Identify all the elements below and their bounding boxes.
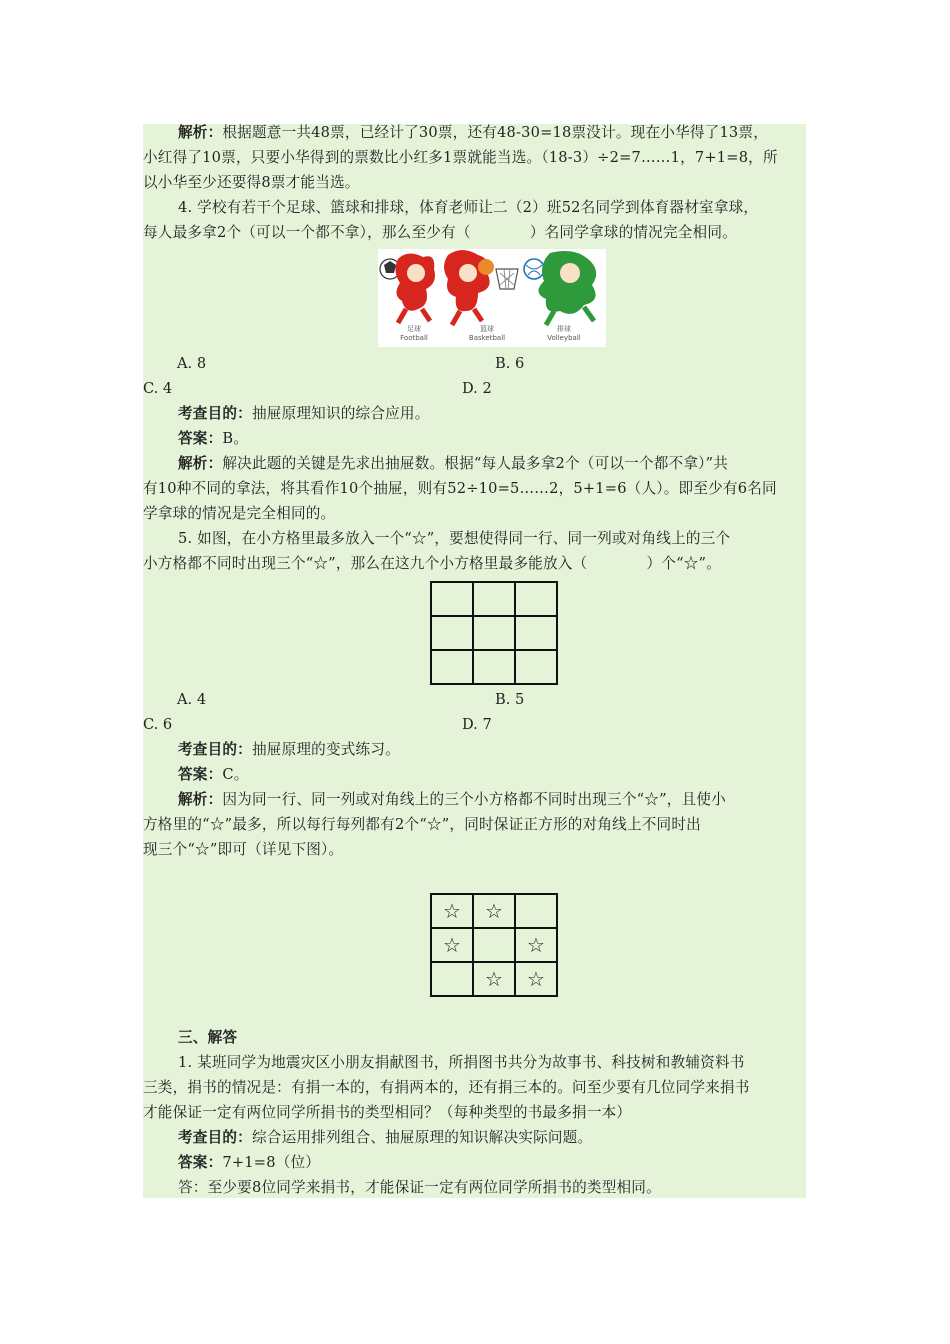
grid-cell — [431, 616, 473, 650]
purpose-line: 考查目的：抽屉原理的变式练习。 — [178, 741, 400, 758]
grid-cell — [473, 650, 515, 684]
purpose-line: 考查目的：抽屉原理知识的综合应用。 — [178, 405, 430, 422]
mascot-caption-volleyball: 排球 Volleyball — [547, 325, 581, 342]
grid-cell — [431, 650, 473, 684]
option-b: B. 6 — [495, 355, 525, 372]
section-heading: 三、解答 — [178, 1029, 238, 1046]
purpose-line: 考查目的：综合运用排列组合、抽屉原理的知识解决实际问题。 — [178, 1129, 593, 1146]
final-answer: 答：至少要8位同学来捐书，才能保证一定有两位同学所捐书的类型相同。 — [178, 1179, 661, 1196]
star-cell — [515, 894, 557, 928]
mascot-image — [378, 249, 606, 347]
question-5-text: 小方格都不同时出现三个“☆”，那么在这九个小方格里最多能放入（ ）个“☆”。 — [143, 555, 722, 572]
star-cell: ☆ — [431, 928, 473, 962]
grid-cell — [515, 616, 557, 650]
empty-grid — [430, 581, 558, 685]
option-a: A. 4 — [177, 691, 207, 708]
answer-star-grid — [430, 893, 558, 997]
analysis-line: 现三个“☆”即可（详见下图）。 — [143, 841, 344, 858]
option-a: A. 8 — [177, 355, 207, 372]
option-b: B. 5 — [495, 691, 525, 708]
answer-line: 答案：7+1=8（位） — [178, 1154, 321, 1171]
analysis-line: 解析：因为同一行、同一列或对角线上的三个小方格都不同时出现三个“☆”，且使小 — [178, 791, 726, 808]
question-text: 才能保证一定有两位同学所捐书的类型相同？（每种类型的书最多捐一本） — [143, 1104, 632, 1121]
option-d: D. 7 — [462, 716, 492, 733]
grid-cell — [515, 650, 557, 684]
star-cell — [431, 962, 473, 996]
option-c: C. 4 — [143, 380, 173, 397]
star-cell: ☆ — [473, 894, 515, 928]
analysis-line: 有10种不同的拿法，将其看作10个抽屉，则有52÷10=5……2，5+1=6（人）。即至少有6名同 — [143, 480, 777, 497]
grid-cell — [431, 582, 473, 616]
star-cell: ☆ — [431, 894, 473, 928]
mascot-caption-football: 足球 Football — [400, 325, 428, 342]
olympic-mascots-illustration — [378, 249, 606, 329]
grid-cell — [515, 582, 557, 616]
question-4-text: 每人最多拿2个（可以一个都不拿），那么至少有（ ）名同学拿球的情况完全相同。 — [143, 224, 737, 241]
question-text: 1. 某班同学为地震灾区小朋友捐献图书，所捐图书共分为故事书、科技树和教辅资料书 — [178, 1054, 745, 1071]
star-cell: ☆ — [515, 962, 557, 996]
question-5-text: 5. 如图，在小方格里最多放入一个“☆”，要想使得同一行、同一列或对角线上的三个 — [178, 530, 731, 547]
option-d: D. 2 — [462, 380, 492, 397]
analysis-line: 解析：根据题意一共48票，已经计了30票，还有48-30=18票没计。现在小华得了13票， — [178, 124, 768, 141]
analysis-line: 以小华至少还要得8票才能当选。 — [143, 174, 360, 191]
star-cell: ☆ — [473, 962, 515, 996]
mascot-caption-basketball: 篮球 Basketball — [468, 325, 506, 342]
answer-line: 答案：B。 — [178, 430, 249, 447]
answer-line: 答案：C。 — [178, 766, 249, 783]
star-cell — [473, 928, 515, 962]
grid-cell — [473, 582, 515, 616]
analysis-line: 解析：解决此题的关键是先求出抽屉数。根据“每人最多拿2个（可以一个都不拿）”共 — [178, 455, 729, 472]
question-4-text: 4. 学校有若干个足球、篮球和排球，体育老师让二（2）班52名同学到体育器材室拿球， — [178, 199, 759, 216]
analysis-line: 方格里的“☆”最多，所以每行每列都有2个“☆”，同时保证正方形的对角线上不同时出 — [143, 816, 701, 833]
analysis-line: 小红得了10票，只要小华得到的票数比小红多1票就能当选。（18-3）÷2=7……1，7+1=8，所 — [143, 149, 778, 166]
star-cell: ☆ — [515, 928, 557, 962]
analysis-line: 学拿球的情况是完全相同的。 — [143, 505, 336, 522]
question-text: 三类，捐书的情况是：有捐一本的，有捐两本的，还有捐三本的。问至少要有几位同学来捐书 — [143, 1079, 750, 1096]
grid-cell — [473, 616, 515, 650]
option-c: C. 6 — [143, 716, 173, 733]
